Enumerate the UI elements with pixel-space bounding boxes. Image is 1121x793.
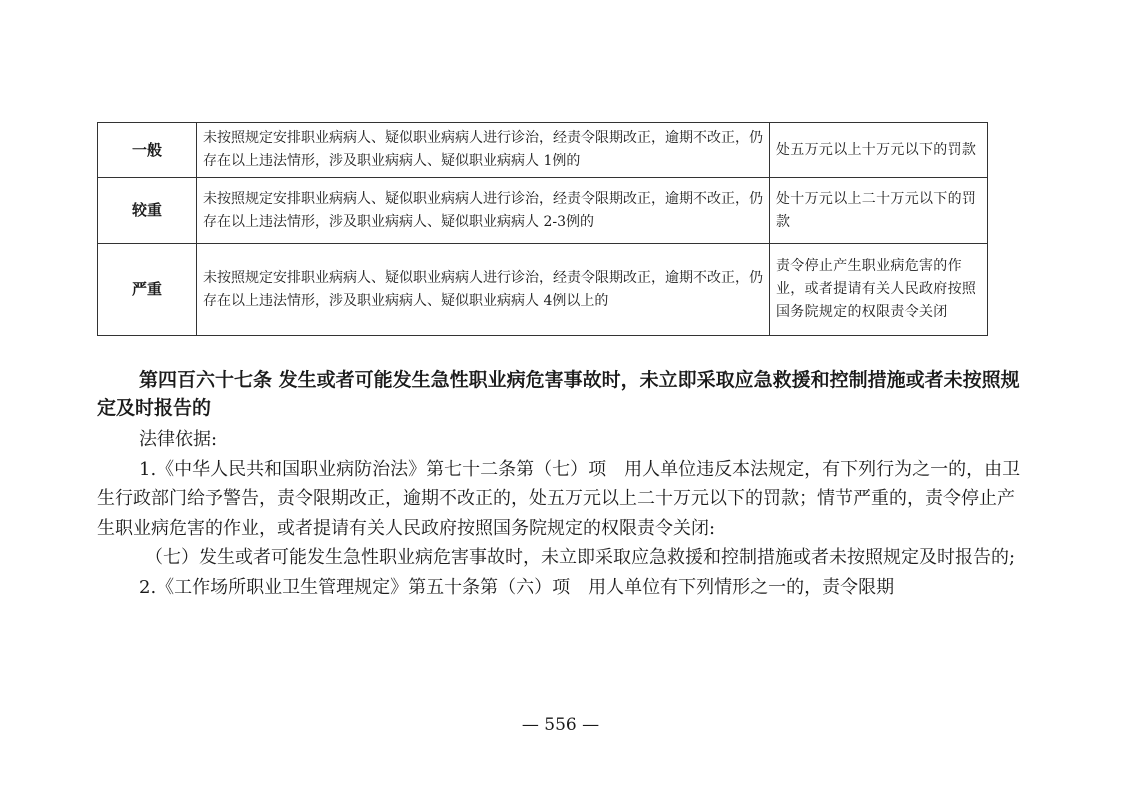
level-cell: 严重 <box>98 244 197 336</box>
penalty-cell: 责令停止产生职业病危害的作业，或者提请有关人民政府按照国务院规定的权限责令关闭 <box>770 244 988 336</box>
page-number: — 556 — <box>521 715 600 735</box>
level-cell: 一般 <box>98 123 197 178</box>
penalty-table <box>97 122 988 336</box>
paragraph: （七）发生或者可能发生急性职业病危害事故时，未立即采取应急救援和控制措施或者未按照规定及时报告的; <box>145 547 1016 568</box>
paragraph: 1.《中华人民共和国职业病防治法》第七十二条第（七）项 用人单位违反本法规定，有下列行为之一的，由卫生行政部门给予警告，责令限期改正，逾期不改正的，处五万元以上二十万元以下的罚款；情节严重的，责令停止产生职业病危害的作业，或者提请有关人民政府按照国务院规定的权限责令关闭: <box>97 458 1021 539</box>
condition-cell: 未按照规定安排职业病病人、疑似职业病病人进行诊治，经责令限期改正，逾期不改正，仍存在以上违法情形，涉及职业病病人、疑似职业病病人 1例的 <box>197 123 770 178</box>
article-heading: 第四百六十七条 发生或者可能发生急性职业病危害事故时，未立即采取应急救援和控制措施或者未按照规定及时报告的 <box>97 369 1020 419</box>
legal-basis-label: 法律依据: <box>139 429 218 450</box>
paragraph: 2.《工作场所职业卫生管理规定》第五十条第（六）项 用人单位有下列情形之一的，责令限期 <box>139 576 895 598</box>
table-row <box>98 244 988 336</box>
legal-basis-section <box>97 425 1027 602</box>
condition-cell: 未按照规定安排职业病病人、疑似职业病病人进行诊治，经责令限期改正，逾期不改正，仍存在以上违法情形，涉及职业病病人、疑似职业病病人 2-3例的 <box>197 178 770 244</box>
table-row <box>98 123 988 178</box>
penalty-cell: 处五万元以上十万元以下的罚款 <box>770 123 988 178</box>
condition-cell: 未按照规定安排职业病病人、疑似职业病病人进行诊治，经责令限期改正，逾期不改正，仍存在以上违法情形，涉及职业病病人、疑似职业病病人 4例以上的 <box>197 244 770 336</box>
table-row <box>98 178 988 244</box>
penalty-cell: 处十万元以上二十万元以下的罚款 <box>770 178 988 244</box>
level-cell: 较重 <box>98 178 197 244</box>
